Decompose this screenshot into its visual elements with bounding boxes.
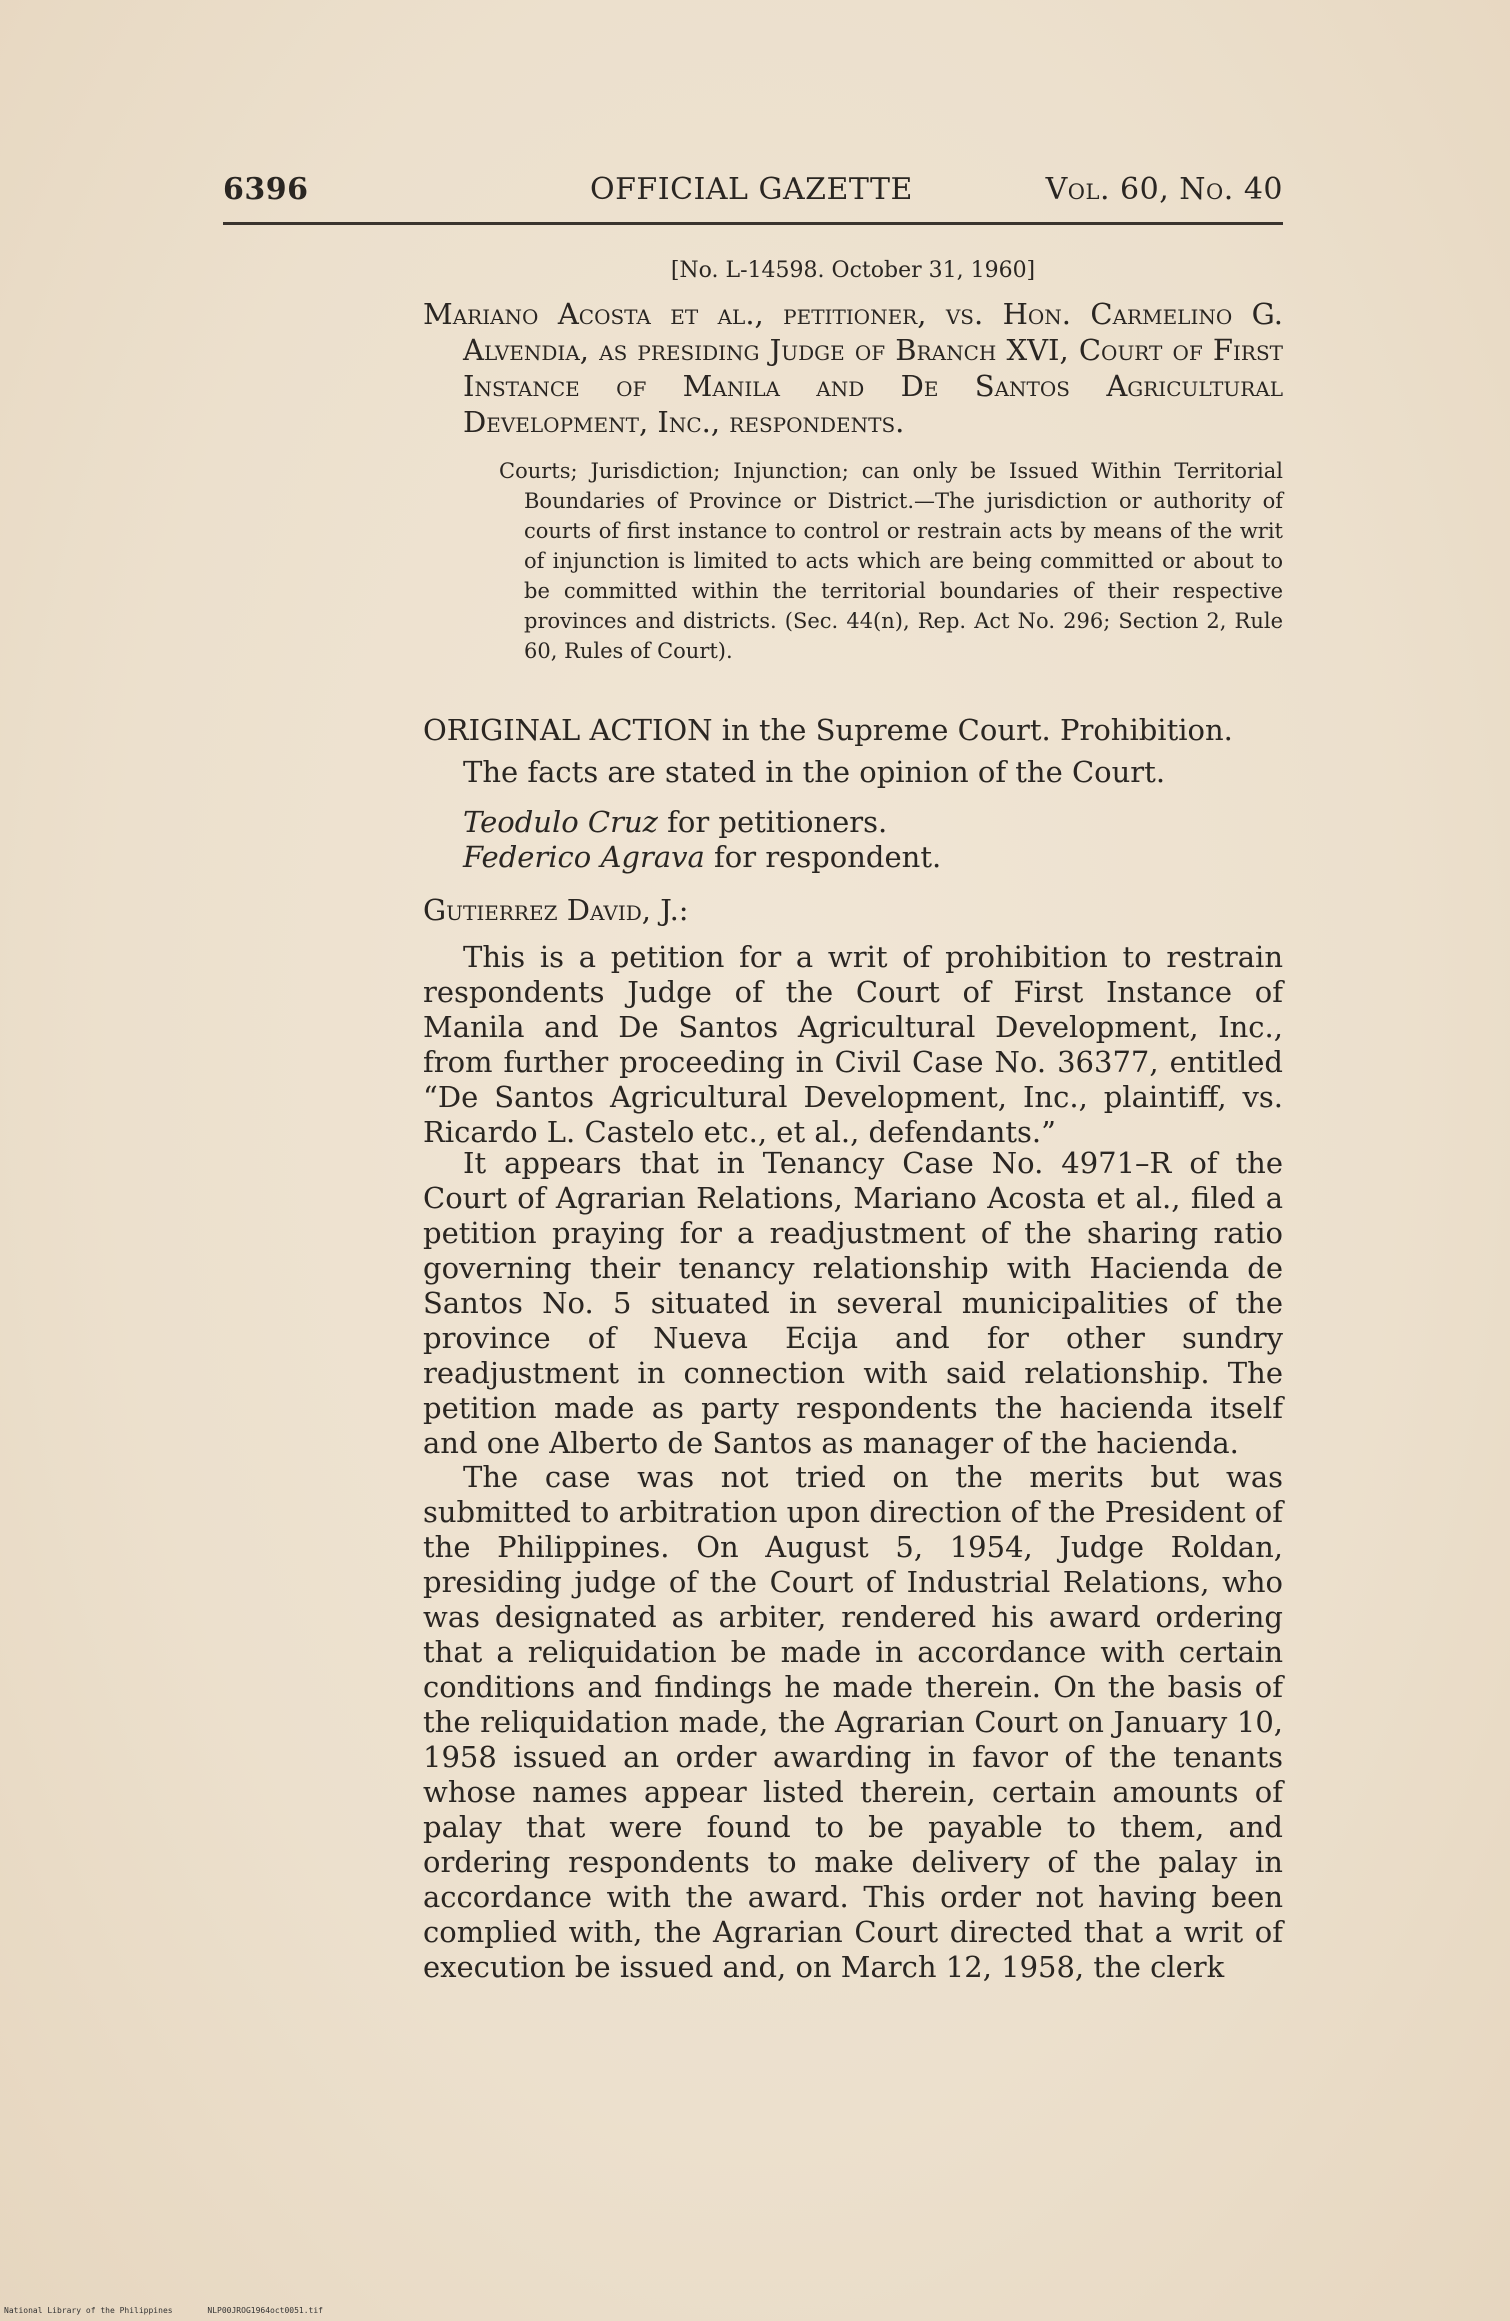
publication-title: OFFICIAL GAZETTE <box>590 172 913 207</box>
counsel-petitioners <box>423 805 1283 840</box>
counsel-respondent-name: Federico Agrava <box>463 840 705 874</box>
counsel-petitioners-name: Teodulo Cruz <box>463 805 658 839</box>
original-action: ORIGINAL ACTION in the Supreme Court. Prohibition. <box>423 713 1233 747</box>
case-number: [No. L-14598. October 31, 1960] <box>670 258 1036 283</box>
syllabus-note: Courts; Jurisdiction; Injunction; can only be Issued Within Territorial Boundaries of Province or District.—The jurisdiction or authority of courts of first instance to control or restrain acts by means of the writ of injunction is limited to acts which are being committed or about to be committed within the territorial boundaries of their respective provinces and districts. (Sec. 44(n), Rep. Act No. 296; Section 2, Rule 60, Rules of Court). <box>499 459 1283 663</box>
opinion-paragraph-1: This is a petition for a writ of prohibition to restrain respondents Judge of the Court of First Instance of Manila and De Santos Agricultural Development, Inc., from further proceeding in Civil Case No. 36377, entitled “De Santos Agricultural Development, Inc., plaintiff, vs. Ricardo L. Castelo etc., et al., defendants.” <box>423 940 1283 1149</box>
file-name: NLP00JROG1964oct0051.tif <box>207 2306 323 2315</box>
volume-number: Vol. 60, No. 40 <box>1045 172 1283 207</box>
opinion-paragraph-3: The case was not tried on the merits but was submitted to arbitration upon direction of the President of the Philippines. On August 5, 1954, Judge Roldan, presiding judge of the Court of Industrial Relations, who was designated as arbiter, rendered his award ordering that a reliquidation be made in accordance with certain conditions and findings he made therein. On the basis of the reliquidation made, the Agrarian Court on January 10, 1958 issued an order awarding in favor of the tenants whose names appear listed therein, certain amounts of palay that were found to be payable to them, and ordering respondents to make delivery of the palay in accordance with the award. This order not having been complied with, the Agrarian Court directed that a writ of execution be issued and, on March 12, 1958, the clerk <box>423 1460 1283 1984</box>
library-credit: National Library of the Philippines <box>4 2306 173 2315</box>
opinion-paragraph-2: It appears that in Tenancy Case No. 4971–R of the Court of Agrarian Relations, Mariano Acosta et al., filed a petition praying for a readjustment of the sharing ratio governing their tenancy relationship with Hacienda de Santos No. 5 situated in several municipalities of the province of Nueva Ecija and for other sundry readjustment in connection with said relationship. The petition made as party respondents the hacienda itself and one Alberto de Santos as manager of the hacienda. <box>423 1146 1283 1460</box>
counsel-respondent <box>423 840 1283 875</box>
text-column <box>423 0 1283 2321</box>
counsel-petitioners-role: for petitioners. <box>667 805 888 839</box>
counsel-respondent-role: for respondent. <box>714 840 942 874</box>
scan-footer <box>4 2306 323 2315</box>
case-parties: Mariano Acosta et al., petitioner, vs. Hon. Carmelino G. Alvendia, as presiding Judge of Branch XVI, Court of First Instance of Manila and De Santos Agricultural Development, Inc., respondents. <box>423 297 1283 439</box>
ponente: Gutierrez David, J.: <box>423 893 689 927</box>
page-number: 6396 <box>223 172 309 207</box>
facts-line: The facts are stated in the opinion of the Court. <box>463 755 1166 789</box>
